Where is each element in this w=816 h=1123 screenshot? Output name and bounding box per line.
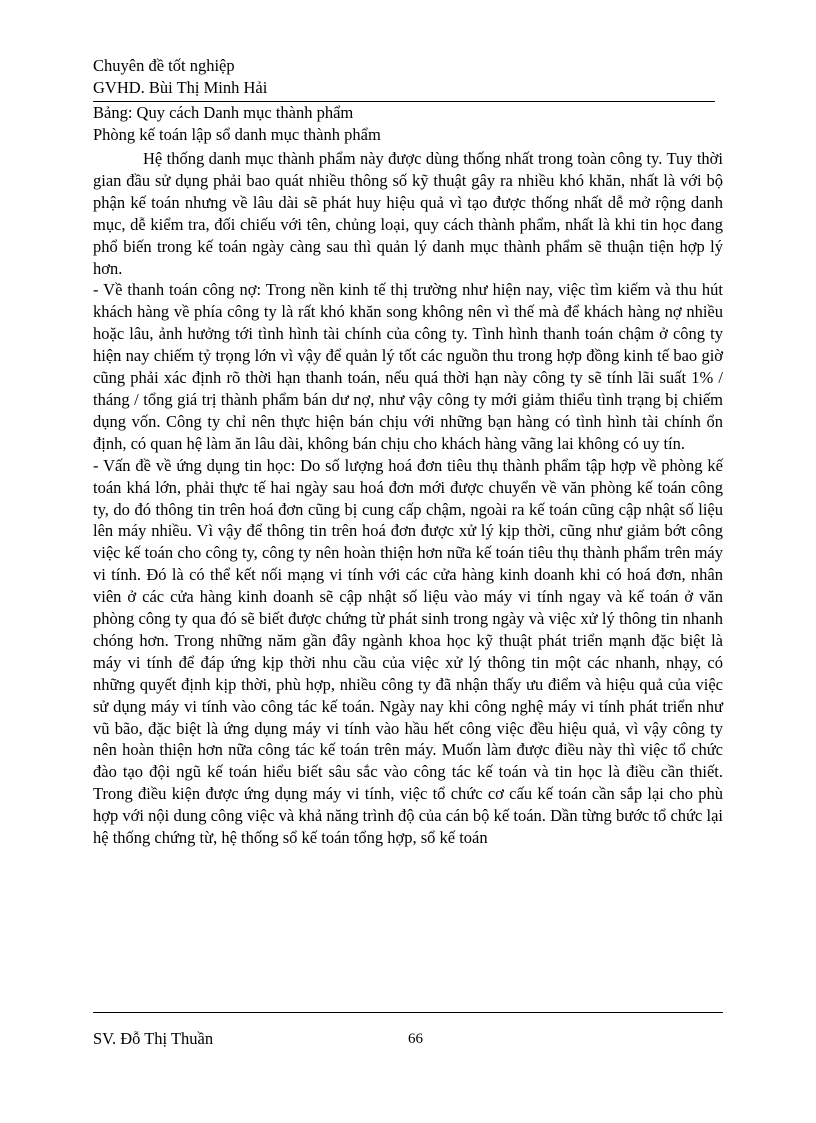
page-header (93, 55, 715, 99)
caption-line-2: Phòng kế toán lập sổ danh mục thành phẩm (93, 125, 381, 144)
document-title: Chuyên đề tốt nghiệp (93, 56, 235, 75)
page-number: 66 (408, 1031, 423, 1047)
advisor-line: GVHD. Bùi Thị Minh Hải (93, 78, 268, 97)
caption-line-1: Bảng: Quy cách Danh mục thành phẩm (93, 103, 354, 122)
table-caption (93, 102, 715, 146)
paragraph-debt-payment: - Về thanh toán công nợ: Trong nền kinh tế thị trường như hiện nay, việc tìm kiếm và thu hút khách hàng về phía công ty là rất khó khăn song không nên vì thế mà để khách hàng nợ nhiều hoặc lâu, ảnh hưởng tới tình hình tài chính của công ty. Tình hình thanh toán chậm ở công ty hiện nay chiếm tỷ trọng lớn vì vậy để quản lý tốt các nguồn thu trong hợp đồng kinh tế bao giờ cũng phải xác định rõ thời hạn thanh toán, nếu quá thời hạn này công ty sẽ tính lãi suất 1% / tháng / tổng giá trị thành phẩm bán dư nợ, như vậy công ty mới giảm thiểu tình trạng bị chiếm dụng vốn. Công ty chỉ nên thực hiện bán chịu với những bạn hàng có tình hình tài chính ổn định, có quan hệ làm ăn lâu dài, không bán chịu cho khách hàng vãng lai không có uy tín. (93, 280, 723, 453)
paragraph-it-application: - Vấn đề về ứng dụng tin học: Do số lượng hoá đơn tiêu thụ thành phẩm tập hợp về phòng kế toán khá lớn, phải thực tế hai ngày sau hoá đơn mới được chuyển về văn phòng kế toán công ty, do đó thông tin trên hoá đơn cũng bị cung cấp chậm, ngoài ra kế toán cũng cập nhật số liệu lên máy nhiều. Vì vậy để thông tin trên hoá đơn được xử lý kịp thời, cũng như giảm bớt công việc kế toán cho công ty, công ty nên hoàn thiện hơn nữa kế toán tiêu thụ thành phẩm trên máy vi tính. Đó là có thể kết nối mạng vi tính với các cửa hàng kinh doanh khi có hoá đơn, nhân viên ở các cửa hàng kinh doanh sẽ cập nhật số liệu vào máy vi tính ngay và kế toán ở văn phòng công ty qua đó sẽ biết được chứng từ phát sinh trong ngày và việc xử lý thông tin nhanh chóng hơn. Trong những năm gần đây ngành khoa học kỹ thuật phát triển mạnh đặc biệt là máy vi tính để đáp ứng kịp thời nhu cầu của việc xử lý thông tin một các nhanh, nhạy, có những quyết định kịp thời, phù hợp, nhiều công ty đã nhận thấy ưu điểm và hiệu quả của việc sử dụng máy vi tính vào công tác kế toán. Ngày nay khi công nghệ máy vi tính phát triển như vũ bão, đặc biệt là ứng dụng máy vi tính vào hầu hết công việc đều hiệu quả, vì vậy công ty nên hoàn thiện hơn nữa công tác kế toán trên máy. Muốn làm được điều này thì việc tổ chức đào tạo đội ngũ kế toán hiểu biết sâu sắc vào công tác kế toán và tin học là điều cần thiết. Trong điều kiện được ứng dụng máy vi tính, việc tổ chức cơ cấu kế toán cần sắp lại cho phù hợp với nội dung công việc và khả năng trình độ của cán bộ kế toán. Dần từng bước tổ chức lại hệ thống chứng từ, hệ thống sổ kế toán tổng hợp, sổ kế toán (93, 455, 723, 848)
student-name: SV. Đỗ Thị Thuần (93, 1029, 214, 1048)
paragraph-product-catalog: Hệ thống danh mục thành phẩm này được dùng thống nhất trong toàn công ty. Tuy thời gian đầu sử dụng phải bao quát nhiều thông số kỹ thuật gây ra nhiều khó khăn, nhất là với bộ phận kế toán nhưng về lâu dài sẽ phát huy hiệu quả vì tạo được thống nhất dễ mở rộng danh mục, dễ kiểm tra, đối chiếu với tên, chủng loại, quy cách thành phẩm, nhất là khi tin học đang phổ biến trong kế toán ngày càng sau thì quản lý danh mục thành phẩm sẽ thuận tiện hợp lý hơn. (93, 149, 723, 278)
body-text (93, 148, 723, 849)
footer-divider (93, 1012, 723, 1013)
